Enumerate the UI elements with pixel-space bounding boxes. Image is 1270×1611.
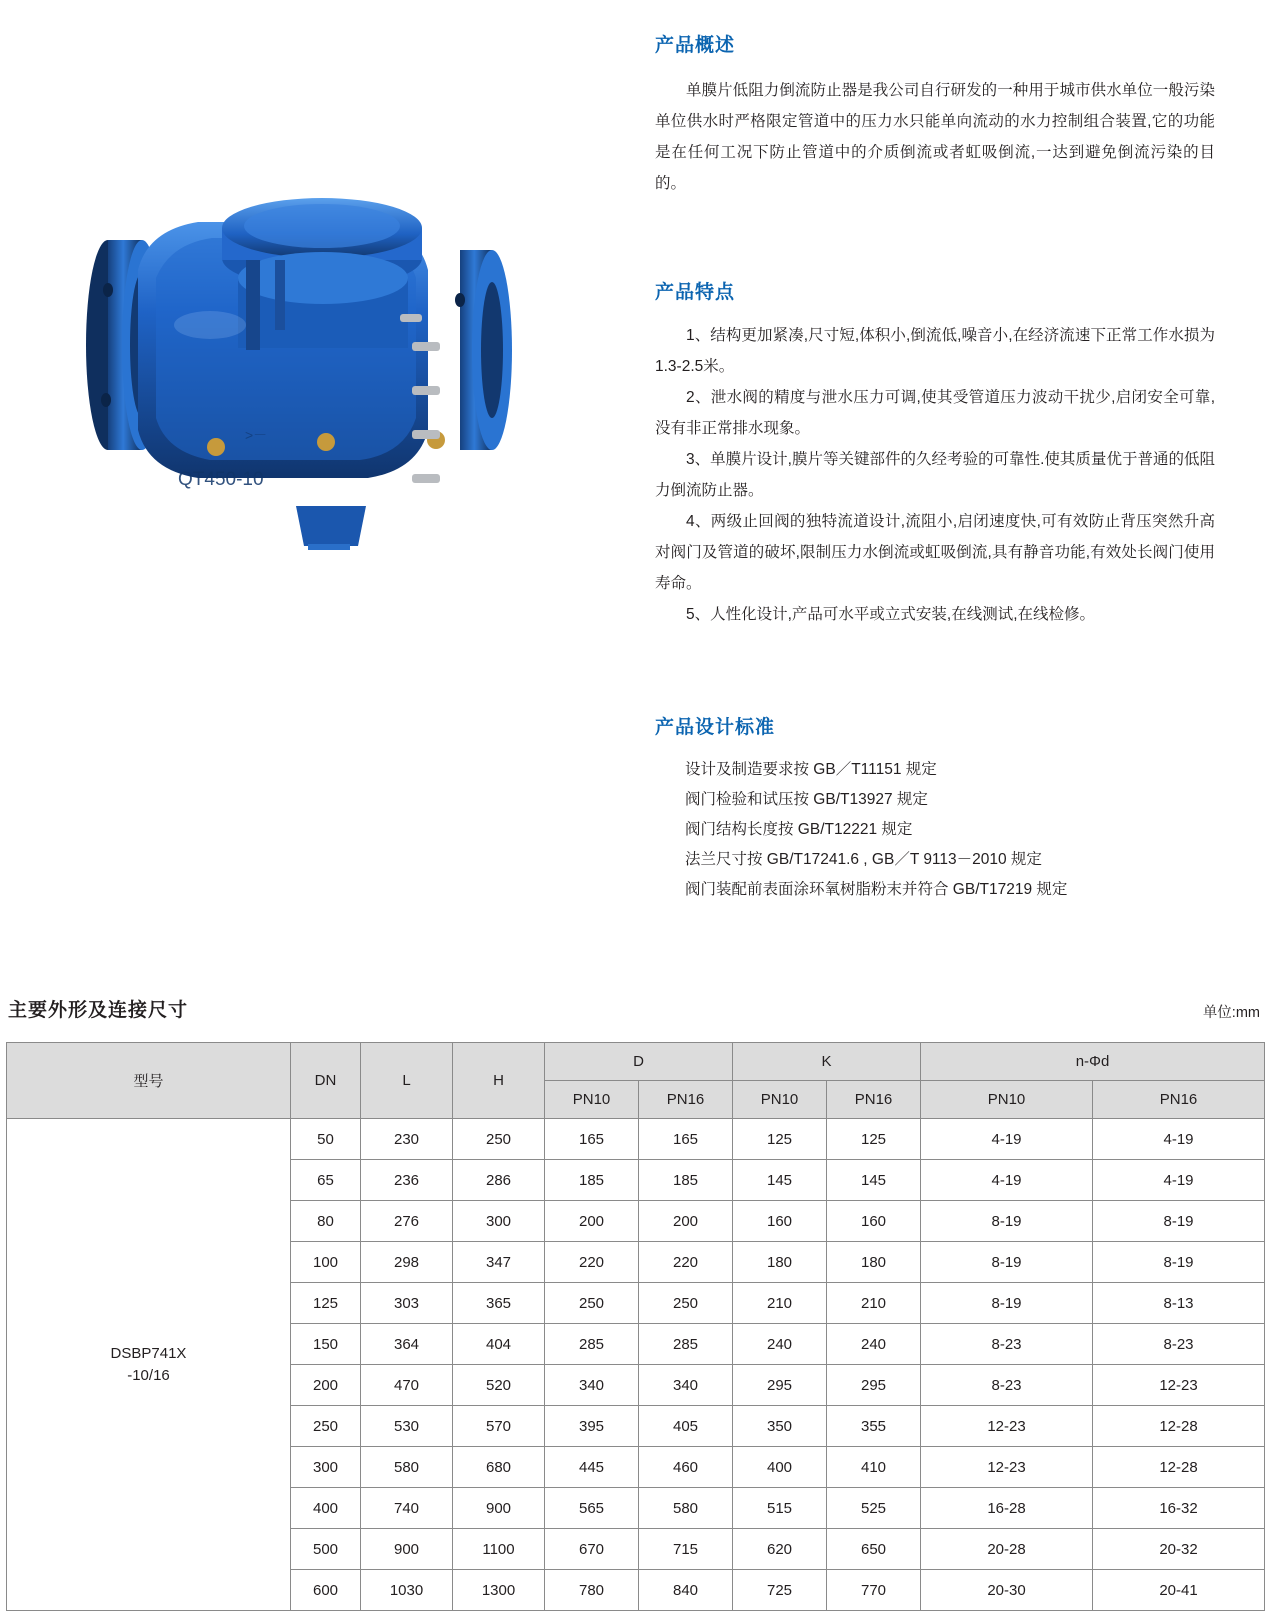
cell-d-pn10: 250 — [545, 1283, 639, 1324]
cell-dn: 100 — [291, 1242, 361, 1283]
th-d-pn16: PN16 — [639, 1081, 733, 1119]
cell-d-pn10: 185 — [545, 1160, 639, 1201]
cell-k-pn16: 355 — [827, 1406, 921, 1447]
brass-plug-center — [317, 433, 335, 451]
unit-note: 单位:mm — [1202, 1005, 1260, 1021]
cell-nd-pn10: 8-23 — [921, 1365, 1093, 1406]
cell-d-pn10: 445 — [545, 1447, 639, 1488]
cell-k-pn10: 180 — [733, 1242, 827, 1283]
model-cell — [7, 1119, 291, 1611]
cell-dn: 400 — [291, 1488, 361, 1529]
standard-item: 阀门装配前表面涂环氧树脂粉末并符合 GB/T17219 规定 — [685, 881, 1068, 898]
overview-section — [655, 30, 1215, 199]
cell-k-pn10: 620 — [733, 1529, 827, 1570]
th-nd: n-Φd — [921, 1043, 1265, 1081]
cell-nd-pn10: 12-23 — [921, 1406, 1093, 1447]
cell-nd-pn10: 8-19 — [921, 1242, 1093, 1283]
cell-h: 570 — [453, 1406, 545, 1447]
cell-l: 900 — [361, 1529, 453, 1570]
cell-nd-pn10: 12-23 — [921, 1447, 1093, 1488]
th-k-pn10: PN10 — [733, 1081, 827, 1119]
cell-nd-pn16: 4-19 — [1093, 1119, 1265, 1160]
cell-d-pn10: 200 — [545, 1201, 639, 1242]
cell-k-pn10: 145 — [733, 1160, 827, 1201]
feature-item-4: 4、两级止回阀的独特流道设计,流阻小,启闭速度快,可有效防止背压突然升高对阀门及管道的破坏,限制压力水倒流或虹吸倒流,具有静音功能,有效处长阀门使用寿命。 — [655, 513, 1215, 592]
th-model: 型号 — [7, 1043, 291, 1119]
cell-d-pn16: 340 — [639, 1365, 733, 1406]
dimensions-table — [6, 1042, 1265, 1611]
cell-k-pn10: 400 — [733, 1447, 827, 1488]
cell-nd-pn16: 4-19 — [1093, 1160, 1265, 1201]
feature-item-1: 1、结构更加紧凑,尺寸短,体积小,倒流低,噪音小,在经济流速下正常工作水损为 1.3-2.5米。 — [655, 327, 1215, 375]
drain-outlet — [296, 506, 366, 550]
table-header-row-1 — [7, 1043, 1265, 1081]
cell-d-pn16: 165 — [639, 1119, 733, 1160]
cell-k-pn10: 350 — [733, 1406, 827, 1447]
cell-k-pn16: 525 — [827, 1488, 921, 1529]
cell-d-pn10: 340 — [545, 1365, 639, 1406]
cell-dn: 250 — [291, 1406, 361, 1447]
cell-h: 520 — [453, 1365, 545, 1406]
features-title: 产品特点 — [655, 282, 736, 303]
th-d: D — [545, 1043, 733, 1081]
cell-dn: 600 — [291, 1570, 361, 1611]
cell-d-pn10: 565 — [545, 1488, 639, 1529]
cell-dn: 150 — [291, 1324, 361, 1365]
cell-l: 236 — [361, 1160, 453, 1201]
cell-h: 900 — [453, 1488, 545, 1529]
svg-text:>－: >－ — [245, 427, 268, 443]
standard-item: 阀门检验和试压按 GB/T13927 规定 — [685, 791, 928, 808]
cell-k-pn16: 180 — [827, 1242, 921, 1283]
cell-d-pn16: 185 — [639, 1160, 733, 1201]
cell-l: 298 — [361, 1242, 453, 1283]
cell-h: 286 — [453, 1160, 545, 1201]
cell-k-pn10: 515 — [733, 1488, 827, 1529]
cell-k-pn10: 240 — [733, 1324, 827, 1365]
cell-nd-pn16: 20-41 — [1093, 1570, 1265, 1611]
cell-d-pn16: 250 — [639, 1283, 733, 1324]
dimensions-table-title: 主要外形及连接尺寸 — [8, 1000, 189, 1021]
cell-nd-pn10: 20-30 — [921, 1570, 1093, 1611]
standard-item: 法兰尺寸按 GB/T17241.6 , GB／T 9113－2010 规定 — [685, 851, 1042, 868]
standards-section — [655, 712, 1215, 905]
cell-h: 404 — [453, 1324, 545, 1365]
cell-h: 347 — [453, 1242, 545, 1283]
feature-item-5: 5、人性化设计,产品可水平或立式安装,在线测试,在线检修。 — [686, 606, 1096, 623]
cell-d-pn16: 285 — [639, 1324, 733, 1365]
cell-k-pn16: 210 — [827, 1283, 921, 1324]
cell-dn: 65 — [291, 1160, 361, 1201]
cell-d-pn16: 840 — [639, 1570, 733, 1611]
right-flange — [455, 250, 512, 450]
standards-title: 产品设计标准 — [655, 717, 776, 738]
cell-nd-pn16: 12-23 — [1093, 1365, 1265, 1406]
cell-l: 580 — [361, 1447, 453, 1488]
cell-l: 1030 — [361, 1570, 453, 1611]
cell-d-pn10: 395 — [545, 1406, 639, 1447]
model-line-1: DSBP741X — [110, 1344, 187, 1362]
cell-nd-pn16: 16-32 — [1093, 1488, 1265, 1529]
cell-d-pn16: 580 — [639, 1488, 733, 1529]
model-line-2: -10/16 — [127, 1366, 170, 1384]
th-nd-pn10: PN10 — [921, 1081, 1093, 1119]
th-k: K — [733, 1043, 921, 1081]
cell-k-pn16: 125 — [827, 1119, 921, 1160]
cell-nd-pn16: 20-32 — [1093, 1529, 1265, 1570]
cell-k-pn10: 295 — [733, 1365, 827, 1406]
cell-nd-pn16: 8-19 — [1093, 1242, 1265, 1283]
th-k-pn16: PN16 — [827, 1081, 921, 1119]
cell-l: 230 — [361, 1119, 453, 1160]
cell-d-pn10: 670 — [545, 1529, 639, 1570]
standard-item: 阀门结构长度按 GB/T12221 规定 — [685, 821, 913, 838]
cell-nd-pn10: 20-28 — [921, 1529, 1093, 1570]
cell-l: 276 — [361, 1201, 453, 1242]
cell-d-pn10: 780 — [545, 1570, 639, 1611]
features-section — [655, 277, 1215, 630]
cell-l: 530 — [361, 1406, 453, 1447]
cell-d-pn16: 405 — [639, 1406, 733, 1447]
table-row — [7, 1119, 1265, 1160]
cell-nd-pn16: 8-23 — [1093, 1324, 1265, 1365]
cell-k-pn16: 410 — [827, 1447, 921, 1488]
cell-nd-pn16: 12-28 — [1093, 1406, 1265, 1447]
cell-d-pn10: 285 — [545, 1324, 639, 1365]
cell-k-pn16: 160 — [827, 1201, 921, 1242]
cell-d-pn16: 715 — [639, 1529, 733, 1570]
cell-l: 470 — [361, 1365, 453, 1406]
th-h: H — [453, 1043, 545, 1119]
body-marking: QT450-10 — [178, 469, 264, 490]
cell-dn: 500 — [291, 1529, 361, 1570]
cell-dn: 200 — [291, 1365, 361, 1406]
cell-k-pn10: 125 — [733, 1119, 827, 1160]
cell-dn: 125 — [291, 1283, 361, 1324]
cell-h: 1300 — [453, 1570, 545, 1611]
cell-nd-pn16: 8-19 — [1093, 1201, 1265, 1242]
cell-l: 303 — [361, 1283, 453, 1324]
cell-k-pn10: 210 — [733, 1283, 827, 1324]
cell-l: 364 — [361, 1324, 453, 1365]
cell-nd-pn16: 8-13 — [1093, 1283, 1265, 1324]
standards-list — [655, 755, 1215, 905]
th-d-pn10: PN10 — [545, 1081, 639, 1119]
cell-dn: 50 — [291, 1119, 361, 1160]
cell-d-pn10: 165 — [545, 1119, 639, 1160]
feature-item-2: 2、泄水阀的精度与泄水压力可调,使其受管道压力波动干扰少,启闭安全可靠,没有非正常排水现象。 — [655, 389, 1215, 437]
cover-drum — [238, 252, 408, 348]
cell-d-pn16: 460 — [639, 1447, 733, 1488]
cell-h: 1100 — [453, 1529, 545, 1570]
product-image-backflow-preventer — [60, 110, 520, 550]
cell-k-pn10: 725 — [733, 1570, 827, 1611]
cell-dn: 300 — [291, 1447, 361, 1488]
th-l: L — [361, 1043, 453, 1119]
cell-k-pn16: 295 — [827, 1365, 921, 1406]
cell-nd-pn10: 16-28 — [921, 1488, 1093, 1529]
cell-nd-pn10: 4-19 — [921, 1119, 1093, 1160]
cell-l: 740 — [361, 1488, 453, 1529]
cell-k-pn16: 770 — [827, 1570, 921, 1611]
standard-item: 设计及制造要求按 GB／T11151 规定 — [685, 761, 937, 778]
cell-h: 250 — [453, 1119, 545, 1160]
th-dn: DN — [291, 1043, 361, 1119]
cell-h: 300 — [453, 1201, 545, 1242]
overview-title: 产品概述 — [655, 35, 736, 56]
cell-nd-pn10: 8-19 — [921, 1201, 1093, 1242]
cell-nd-pn16: 12-28 — [1093, 1447, 1265, 1488]
th-nd-pn16: PN16 — [1093, 1081, 1265, 1119]
cell-dn: 80 — [291, 1201, 361, 1242]
feature-item-3: 3、单膜片设计,膜片等关键部件的久经考验的可靠性.使其质量优于普通的低阻力倒流防止器。 — [655, 451, 1215, 499]
cell-k-pn16: 145 — [827, 1160, 921, 1201]
cell-h: 680 — [453, 1447, 545, 1488]
cell-nd-pn10: 8-23 — [921, 1324, 1093, 1365]
cell-k-pn16: 240 — [827, 1324, 921, 1365]
overview-body: 单膜片低阻力倒流防止器是我公司自行研发的一种用于城市供水单位一般污染单位供水时严格限定管道中的压力水只能单向流动的水力控制组合装置,它的功能是在任何工况下防止管道中的介质倒流或者虹吸倒流,一达到避免倒流污染的目的。 — [655, 82, 1215, 192]
cell-h: 365 — [453, 1283, 545, 1324]
cell-k-pn16: 650 — [827, 1529, 921, 1570]
cell-nd-pn10: 8-19 — [921, 1283, 1093, 1324]
cell-k-pn10: 160 — [733, 1201, 827, 1242]
text-column — [655, 0, 1215, 905]
cell-nd-pn10: 4-19 — [921, 1160, 1093, 1201]
brass-plug-left — [207, 438, 225, 456]
cell-d-pn16: 200 — [639, 1201, 733, 1242]
cell-d-pn16: 220 — [639, 1242, 733, 1283]
cell-d-pn10: 220 — [545, 1242, 639, 1283]
